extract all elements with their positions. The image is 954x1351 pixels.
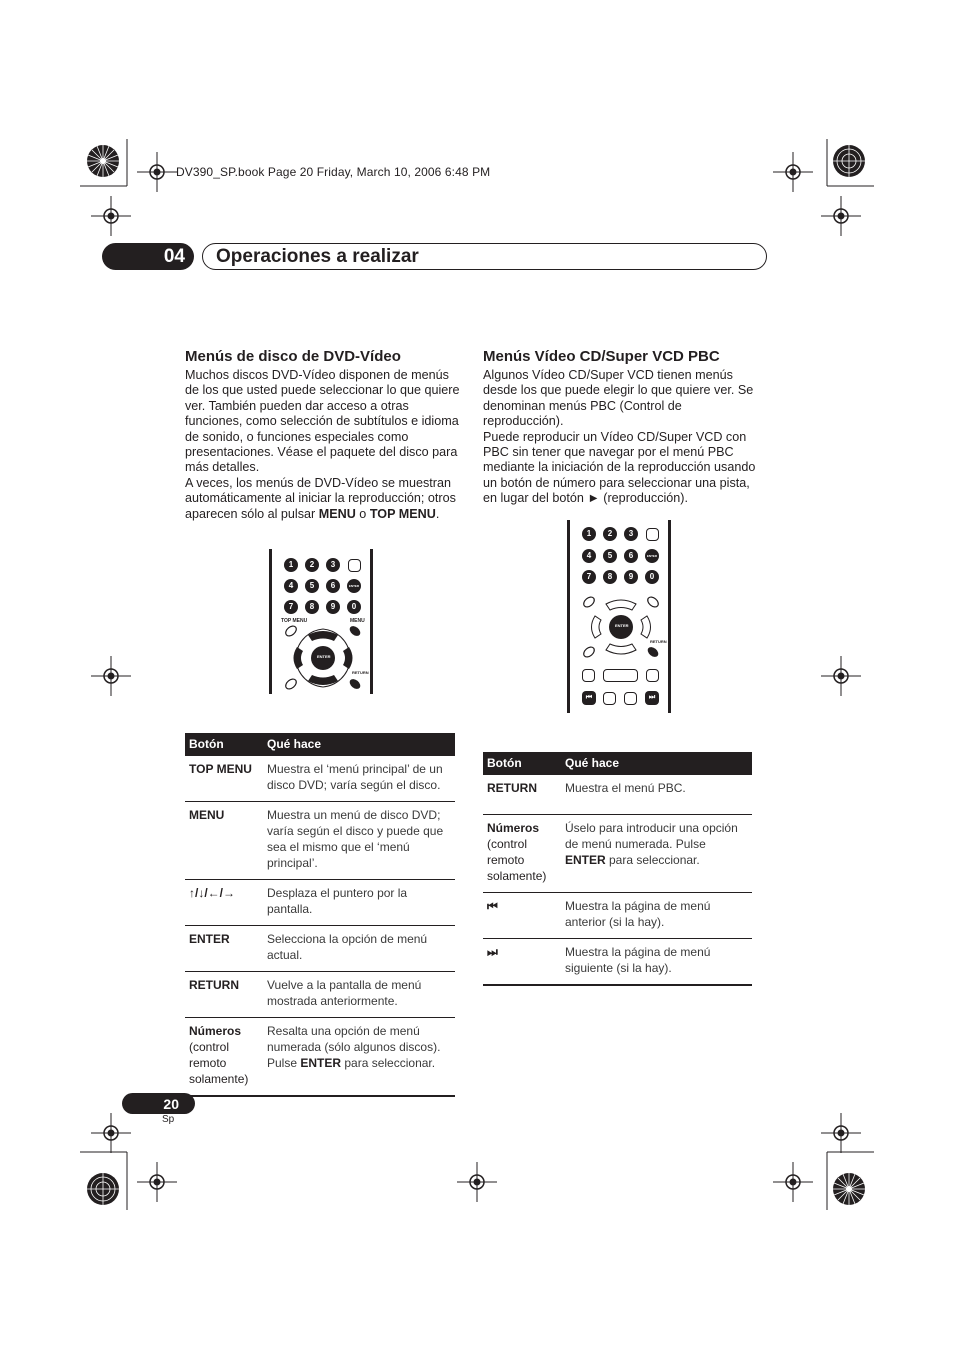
blank-key-wide: [603, 669, 638, 682]
dvd-menus-body: [185, 368, 460, 522]
button-description: Muestra un menú de disco DVD; varía según el disco y puede que sea el mismo que el ‘menú principal’.: [263, 802, 455, 880]
book-info-line: DV390_SP.book Page 20 Friday, March 10, 2006 6:48 PM: [176, 165, 491, 179]
description-text: para seleccionar.: [341, 1056, 436, 1070]
crosshair-mark-icon: [91, 196, 131, 236]
button-description: Selecciona la opción de menú actual.: [263, 926, 455, 972]
button-name: MENU: [185, 802, 263, 880]
button-name: TOP MENU: [185, 756, 263, 802]
chapter-title: Operaciones a realizar: [202, 243, 767, 270]
section-title-dvd-menus: Menús de disco de DVD-Vídeo: [185, 348, 401, 365]
navigation-pad-icon: [282, 625, 364, 693]
enter-key-small: ENTER: [347, 579, 361, 593]
number-key-3: 3: [624, 527, 638, 541]
crosshair-mark-icon: [773, 1162, 813, 1202]
number-key-1: 1: [582, 527, 596, 541]
number-key-3: 3: [326, 558, 340, 572]
description-text: para seleccionar.: [605, 853, 700, 867]
button-description: Vuelve a la pantalla de menú mostrada anteriormente.: [263, 972, 455, 1018]
section-title-vcd-menus: Menús Vídeo CD/Super VCD PBC: [483, 348, 720, 365]
number-key-9: 9: [326, 600, 340, 614]
paragraph-text: .: [435, 506, 440, 521]
menu-label: MENU: [350, 618, 365, 624]
table-row: [185, 972, 455, 1018]
table-header-row: [483, 752, 752, 775]
crosshair-mark-icon: [137, 1162, 177, 1202]
table-row: [185, 802, 455, 880]
chapter-number: 04: [102, 243, 194, 270]
number-key-6: 6: [326, 579, 340, 593]
sunburst-mark-icon: [832, 144, 866, 178]
vcd-menus-paragraph-2: Puede reproducir un Vídeo CD/Super VCD con PBC sin tener que navegar por el menú PBC mediante la iniciación de la reproducción usando un botón de número para seleccionar una pista, en lugar del botón ► (reproducción).: [483, 429, 756, 506]
blank-key: [603, 692, 616, 705]
crosshair-mark-icon: [91, 656, 131, 696]
vcd-menu-buttons-table: [483, 752, 752, 986]
table-row: [185, 926, 455, 972]
page-language: Sp: [162, 1114, 175, 1125]
remote-illustration-vcd: [567, 520, 671, 713]
top-menu-key-text: TOP MENU: [369, 506, 436, 521]
sunburst-mark-icon: [86, 1172, 120, 1206]
dvd-menus-paragraph-1: Muchos discos DVD-Vídeo disponen de menús de los que usted puede seleccionar lo que quiere ver. También pueden dar acceso a otras funciones, como selección de subtítulos e idioma de sonido, o funciones especiales como presentaciones. Véase el paquete del disco para más detalles.: [185, 368, 460, 475]
number-key-9: 9: [624, 570, 638, 584]
crosshair-mark-icon: [91, 1113, 131, 1153]
number-key-5: 5: [603, 549, 617, 563]
button-name: ENTER: [185, 926, 263, 972]
button-name: RETURN: [185, 972, 263, 1018]
table-row: [185, 1018, 455, 1097]
button-name: RETURN: [483, 775, 561, 815]
next-icon: ⏭: [483, 939, 561, 986]
enter-label: ENTER: [615, 623, 629, 628]
return-label: RETURN: [650, 639, 667, 644]
enter-key-small: ENTER: [645, 549, 659, 563]
blank-key: [348, 559, 361, 572]
blank-key: [582, 669, 595, 682]
table-row: [483, 815, 752, 893]
button-description: Muestra el ‘menú principal’ de un disco DVD; varía según el disco.: [263, 756, 455, 802]
number-key-4: 4: [284, 579, 298, 593]
crosshair-mark-icon: [821, 196, 861, 236]
blank-key: [646, 669, 659, 682]
number-key-8: 8: [305, 600, 319, 614]
button-description: Desplaza el puntero por la pantalla.: [263, 880, 455, 926]
button-name: [483, 815, 561, 893]
vcd-menus-body: [483, 368, 763, 507]
button-description: Muestra la página de menú anterior (si la hay).: [561, 893, 752, 939]
table-row: [185, 880, 455, 926]
crosshair-mark-icon: [457, 1162, 497, 1202]
menu-key-text: MENU: [318, 506, 356, 521]
button-name-text: Números: [189, 1024, 242, 1038]
table-row: [185, 756, 455, 802]
button-description: [263, 1018, 455, 1097]
table-header-row: [185, 733, 455, 756]
sunburst-mark-icon: [832, 1172, 866, 1206]
description-text: Resalta una opción de menú numerada (sólo algunos discos). Pulse: [267, 1024, 441, 1070]
column-header-action: Qué hace: [263, 733, 455, 756]
table-row: [483, 775, 752, 815]
blank-key: [646, 528, 659, 541]
enter-label: ENTER: [317, 654, 331, 659]
page-number: 20: [122, 1093, 195, 1114]
next-track-key-icon: ⏭: [645, 691, 659, 705]
paragraph-text: A veces, los menús de DVD-Vídeo se muestran automáticamente al iniciar la reproducción; otros aparecen sólo al pulsar: [185, 475, 456, 521]
number-key-8: 8: [603, 570, 617, 584]
number-key-0: 0: [347, 600, 361, 614]
blank-key: [624, 692, 637, 705]
dvd-menu-buttons-table: [185, 733, 455, 1097]
table-row: [483, 939, 752, 986]
dvd-menus-paragraph-2: [185, 476, 460, 522]
column-header-button: Botón: [185, 733, 263, 756]
table-row: [483, 893, 752, 939]
column-header-action: Qué hace: [561, 752, 752, 775]
number-key-0: 0: [645, 570, 659, 584]
number-key-1: 1: [284, 558, 298, 572]
number-key-5: 5: [305, 579, 319, 593]
navigation-pad-icon: [580, 594, 662, 662]
button-name-note: (control remoto solamente): [487, 837, 547, 883]
previous-icon: ⏮: [483, 893, 561, 939]
description-key: ENTER: [300, 1056, 342, 1070]
number-key-2: 2: [305, 558, 319, 572]
button-description: [561, 815, 752, 893]
button-name-text: Números: [487, 821, 540, 835]
description-key: ENTER: [565, 853, 606, 867]
remote-illustration-dvd: [269, 549, 373, 694]
number-key-7: 7: [582, 570, 596, 584]
return-label: RETURN: [352, 670, 369, 675]
top-menu-label: TOP MENU: [281, 618, 308, 624]
button-description: Muestra la página de menú siguiente (si la hay).: [561, 939, 752, 986]
number-key-6: 6: [624, 549, 638, 563]
crosshair-mark-icon: [821, 1113, 861, 1153]
button-name-note: (control remoto solamente): [189, 1040, 249, 1086]
crosshair-mark-icon: [773, 152, 813, 192]
number-key-7: 7: [284, 600, 298, 614]
button-description: Muestra el menú PBC.: [561, 775, 752, 815]
button-name-arrows: ↑/↓/←/→: [185, 880, 263, 926]
paragraph-text: o: [355, 506, 370, 521]
previous-track-key-icon: ⏮: [582, 691, 596, 705]
vcd-menus-paragraph-1: Algunos Vídeo CD/Super VCD tienen menús desde los que puede elegir lo que quiere ver. Se denominan menús PBC (Control de reproducción).: [483, 368, 754, 429]
crosshair-mark-icon: [137, 152, 177, 192]
column-header-button: Botón: [483, 752, 561, 775]
description-text: Úselo para introducir una opción de menú numerada. Pulse: [565, 821, 738, 851]
number-key-4: 4: [582, 549, 596, 563]
crosshair-mark-icon: [821, 656, 861, 696]
sunburst-mark-icon: [86, 144, 120, 178]
number-key-2: 2: [603, 527, 617, 541]
button-name: [185, 1018, 263, 1097]
